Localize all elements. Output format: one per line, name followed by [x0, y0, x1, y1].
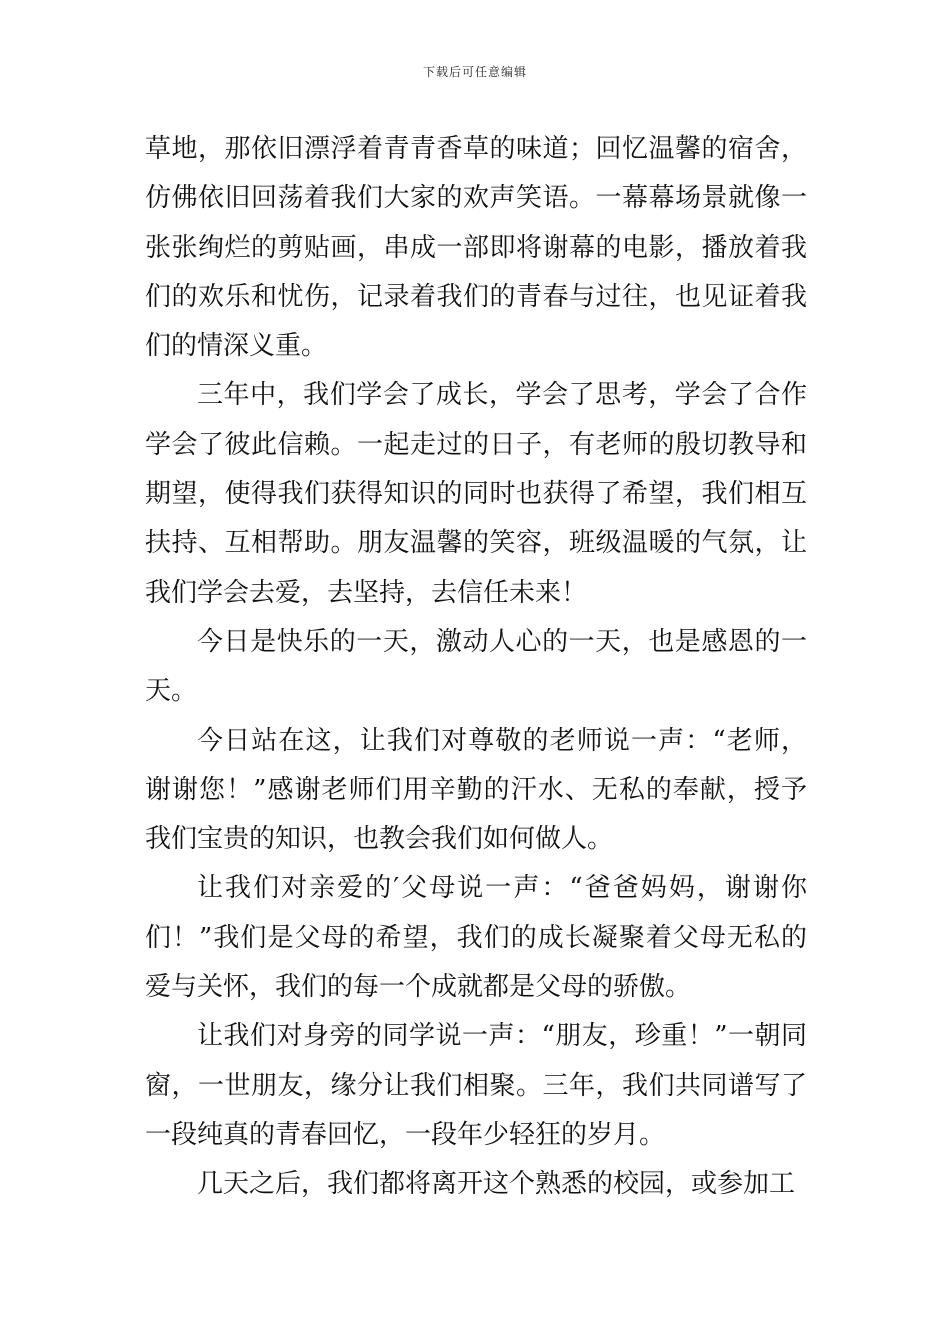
paragraph: 今日是快乐的一天，激动人心的一天，也是感恩的一天。 — [145, 626, 807, 707]
page-header: 下载后可任意编辑 — [422, 65, 527, 79]
paragraph: 让我们对身旁的同学说一声：“朋友，珍重！”一朝同窗，一世朋友，缘分让我们相聚。三年，我们共同谱写了一段纯真的青春回忆，一段年少轻狂的岁月。 — [145, 1021, 807, 1150]
document-body — [145, 125, 807, 1210]
paragraph: 三年中，我们学会了成长，学会了思考，学会了合作学会了彼此信赖。一起走过的日子，有老师的殷切教导和期望，使得我们获得知识的同时也获得了希望，我们相互扶持、互相帮助。朋友温馨的笑容，班级温暖的气氛，让我们学会去爱，去坚持，去信任未来！ — [145, 380, 807, 608]
paragraph-continuation: 草地，那依旧漂浮着青青香草的味道；回忆温馨的宿舍，仿佛依旧回荡着我们大家的欢声笑语。一幕幕场景就像一张张绚烂的剪贴画，串成一部即将谢幕的电影，播放着我们的欢乐和忧伤，记录着我们的青春与过往，也见证着我们的情深义重。 — [145, 134, 807, 362]
paragraph: 几天之后，我们都将离开这个熟悉的校园，或参加工 — [197, 1169, 796, 1200]
paragraph: 让我们对亲爱的′父母说一声：“爸爸妈妈，谢谢你们！”我们是父母的希望，我们的成长凝聚着父母无私的爱与关怀，我们的每一个成就都是父母的骄傲。 — [145, 873, 807, 1003]
paragraph: 今日站在这，让我们对尊敬的老师说一声：“老师，谢谢您！”感谢老师们用辛勤的汗水、无私的奉献，授予我们宝贵的知识，也教会我们如何做人。 — [145, 725, 807, 855]
